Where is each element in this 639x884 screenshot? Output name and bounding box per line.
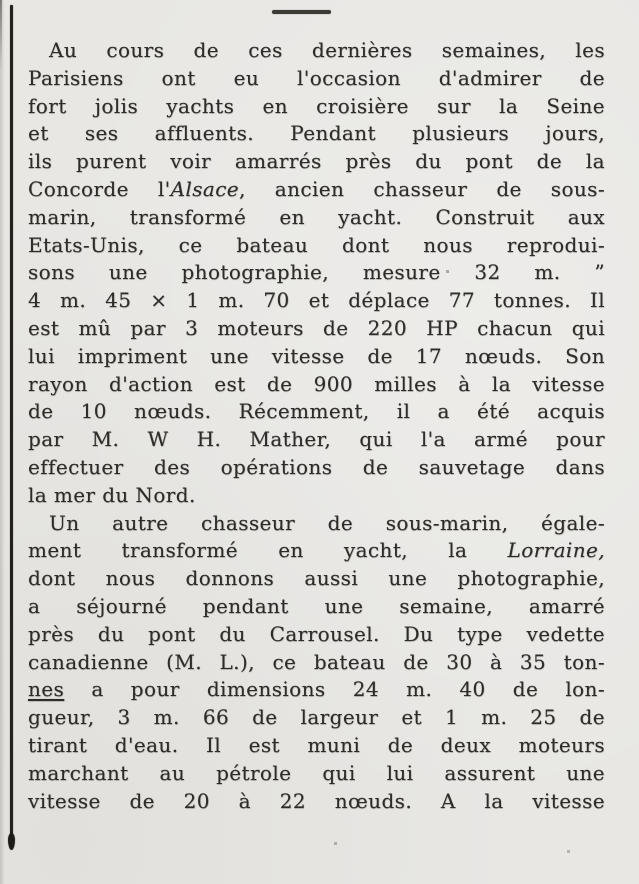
column-rule-end-blob	[8, 833, 15, 850]
text-line	[28, 259, 605, 287]
text-line	[28, 510, 605, 538]
text-segment: tirant d'eau. Il est muni de deux moteurs	[28, 732, 605, 757]
text-segment: canadienne (M. L.), ce bateau de 30 à 35 ton-	[28, 649, 605, 674]
text-segment: près du pont du Carrousel. Du type vedette	[28, 621, 605, 646]
text-line	[28, 176, 605, 204]
text-line	[28, 788, 605, 816]
text-segment: marin, transformé en yacht. Construit aux	[28, 204, 605, 229]
text-line	[28, 120, 605, 148]
text-segment: a séjourné pendant une semaine, amarré	[28, 593, 605, 618]
text-segment: ils purent voir amarrés près du pont de la	[28, 149, 605, 174]
text-segment: est mû par 3 moteurs de 220 HP chacun qui	[28, 315, 605, 340]
text-segment: effectuer des opérations de sauvetage dans	[28, 454, 605, 479]
text-line	[28, 676, 605, 704]
text-line	[28, 232, 605, 260]
text-line	[28, 482, 605, 510]
text-segment: lui impriment une vitesse de 17 nœuds. Son	[28, 343, 605, 368]
text-line	[28, 454, 605, 482]
text-segment: ment transformé en yacht, la	[28, 538, 508, 563]
text-line	[28, 565, 605, 593]
text-line	[28, 315, 605, 343]
text-segment: la mer du Nord.	[28, 482, 196, 507]
text-line	[28, 426, 605, 454]
text-segment: Un autre chasseur de sous-marin, égale-	[49, 510, 605, 535]
text-segment: Au cours de ces dernières semaines, les	[49, 38, 605, 62]
text-line	[28, 704, 605, 732]
scan-speckles	[0, 0, 1, 1]
text-segment: dont nous donnons aussi une photographie,	[28, 566, 605, 591]
article-column	[28, 37, 605, 815]
text-segment: de 10 nœuds. Récemment, il a été acquis	[28, 399, 605, 424]
page-edge-shade	[0, 0, 5, 884]
text-segment: fort jolis yachts en croisière sur la Seine	[28, 93, 605, 118]
text-line	[28, 204, 605, 232]
text-line	[28, 593, 605, 621]
text-segment: Etats-Unis, ce bateau dont nous reprodui-	[28, 232, 605, 257]
text-line	[28, 65, 605, 93]
text-segment: gueur, 3 m. 66 de largeur et 1 m. 25 de	[28, 705, 605, 730]
text-segment: sons une photographie, mesure 32 m. ”	[28, 260, 605, 285]
text-segment: marchant au pétrole qui lui assurent une	[28, 760, 605, 785]
text-line	[28, 732, 605, 760]
text-segment: nes	[28, 677, 65, 702]
text-line	[28, 398, 605, 426]
text-segment: , ancien chasseur de sous-	[239, 176, 605, 201]
section-divider-rule	[272, 10, 331, 14]
text-segment: Parisiens ont eu l'occasion d'admirer de	[28, 65, 605, 90]
text-line	[28, 343, 605, 371]
text-segment: rayon d'action est de 900 milles à la vitesse	[28, 371, 605, 396]
text-line	[28, 621, 605, 649]
text-segment: a pour dimensions 24 m. 40 de lon-	[64, 677, 605, 702]
text-line	[28, 649, 605, 677]
text-segment: et ses affluents. Pendant plusieurs jours,	[28, 121, 605, 146]
text-line	[28, 760, 605, 788]
text-segment: par M. W H. Mather, qui l'a armé pour	[28, 427, 605, 452]
text-line	[28, 371, 605, 399]
text-segment: Concorde l'	[28, 176, 171, 201]
text-line	[28, 537, 605, 565]
text-line	[28, 37, 605, 65]
text-line	[28, 287, 605, 315]
page-edge-shade-top	[0, 0, 2, 70]
text-segment: Lorraine,	[507, 538, 605, 563]
text-segment: vitesse de 20 à 22 nœuds. A la vitesse	[28, 788, 605, 813]
column-rule	[10, 5, 13, 838]
text-segment: 4 m. 45 × 1 m. 70 et déplace 77 tonnes. Il	[28, 288, 605, 313]
text-line	[28, 93, 605, 121]
text-segment: Alsace	[170, 176, 240, 201]
text-line	[28, 148, 605, 176]
